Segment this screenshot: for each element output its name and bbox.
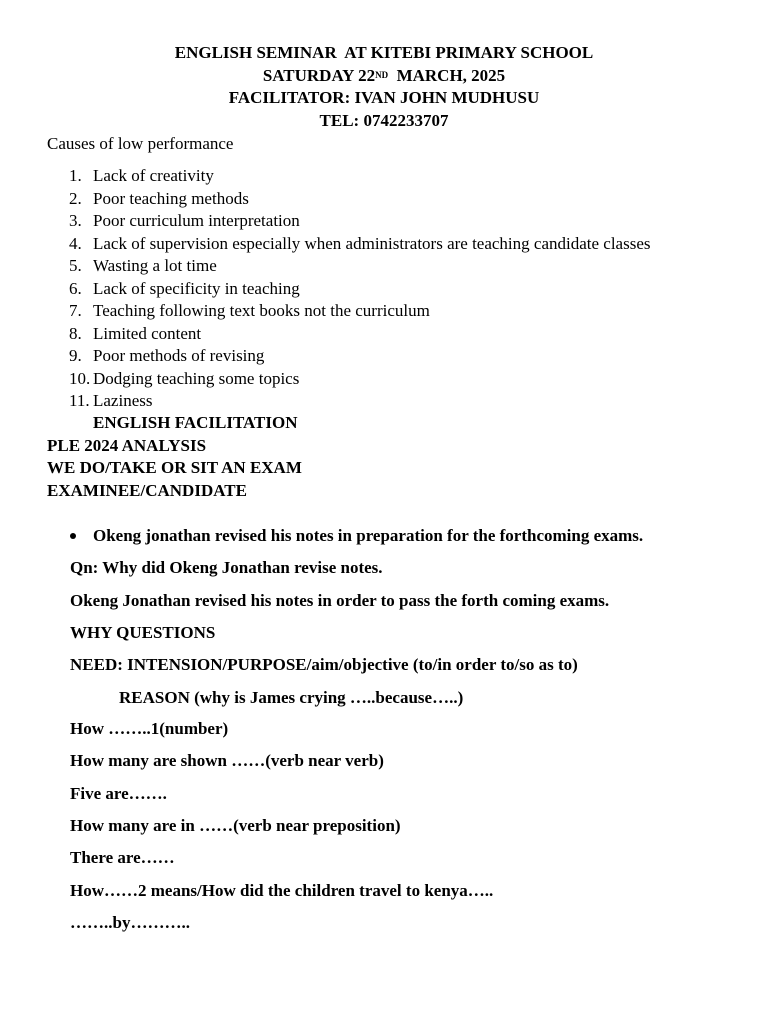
- exam-heading: WE DO/TAKE OR SIT AN EXAM: [47, 458, 302, 477]
- item-number: 9.: [69, 346, 82, 365]
- document-header: [0, 42, 768, 132]
- reason-line: REASON (why is James crying …..because…..): [119, 688, 464, 707]
- item-number: 11.: [69, 391, 90, 410]
- seminar-date: [0, 65, 768, 88]
- how-many-shown-line: How many are shown ……(verb near verb): [70, 751, 384, 770]
- by-line: ……..by………..: [70, 913, 190, 932]
- facilitation-heading: ENGLISH FACILITATION: [93, 413, 298, 432]
- item-number: 1.: [69, 166, 82, 185]
- item-number: 2.: [69, 188, 82, 208]
- item-text: Wasting a lot time: [93, 256, 217, 275]
- item-text: Poor curriculum interpretation: [93, 211, 300, 230]
- five-are-line: Five are…….: [70, 784, 167, 803]
- why-questions-heading: WHY QUESTIONS: [70, 623, 216, 642]
- item-text: Lack of supervision especially when administrators are teaching candidate classes: [93, 233, 651, 253]
- item-text: Limited content: [93, 323, 202, 343]
- seminar-title: ENGLISH SEMINAR AT KITEBI PRIMARY SCHOOL: [174, 43, 594, 62]
- date-day: SATURDAY 22: [262, 65, 376, 85]
- item-number: 7.: [69, 301, 82, 320]
- date-suffix: ND: [375, 69, 389, 80]
- item-text: Teaching following text books not the curriculum: [93, 301, 430, 320]
- telephone-line: TEL: 0742233707: [319, 110, 449, 130]
- item-number: 6.: [69, 278, 82, 298]
- causes-intro: Causes of low performance: [47, 134, 234, 153]
- how-many-in-line: How many are in ……(verb near preposition): [70, 816, 401, 835]
- item-number: 10.: [69, 368, 91, 388]
- item-text: Laziness: [93, 391, 153, 410]
- item-text: Poor teaching methods: [93, 188, 249, 208]
- item-number: 8.: [69, 323, 82, 343]
- how-number-line: How ……..1(number): [70, 719, 229, 738]
- need-line: NEED: INTENSION/PURPOSE/aim/objective (to/in order to/so as to): [70, 655, 578, 674]
- bullet-text: Okeng jonathan revised his notes in preparation for the forthcoming exams.: [93, 526, 644, 545]
- item-number: 3.: [69, 211, 82, 230]
- item-number: 5.: [69, 256, 82, 275]
- facilitator-line: FACILITATOR: IVAN JOHN MUDHUSU: [228, 88, 540, 108]
- item-text: Lack of specificity in teaching: [93, 278, 300, 298]
- item-number: 4.: [69, 233, 82, 253]
- bullet-icon: [70, 533, 76, 539]
- item-text: Dodging teaching some topics: [93, 368, 300, 388]
- item-text: Poor methods of revising: [93, 346, 265, 365]
- how-means-line: How……2 means/How did the children travel to kenya…..: [70, 881, 494, 900]
- date-month-year: MARCH, 2025: [388, 65, 506, 85]
- candidate-heading: EXAMINEE/CANDIDATE: [47, 481, 247, 500]
- answer-line: Okeng Jonathan revised his notes in order to pass the forth coming exams.: [70, 591, 610, 610]
- analysis-heading: PLE 2024 ANALYSIS: [47, 436, 207, 455]
- question-line: Qn: Why did Okeng Jonathan revise notes.: [70, 558, 383, 577]
- item-text: Lack of creativity: [93, 166, 214, 185]
- there-are-line: There are……: [70, 848, 175, 867]
